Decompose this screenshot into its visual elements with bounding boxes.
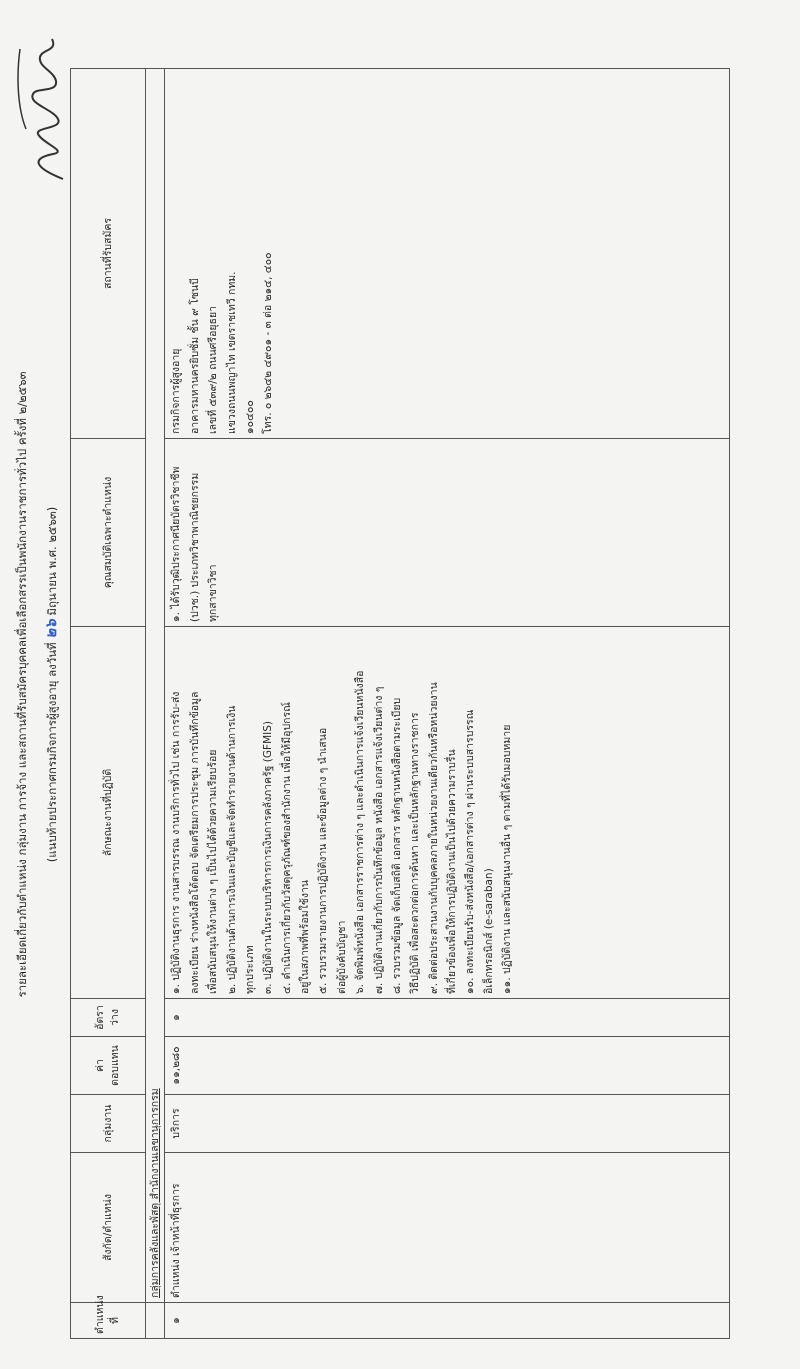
duty-line: ลงทะเบียน ร่างหนังสือโต้ตอบ จัดเตรียมการประชุม การบันทึกข้อมูล — [188, 691, 201, 994]
agency-row — [146, 69, 165, 1339]
duty-line: ๒. ปฏิบัติงานด้านการเงินและบัญชีและจัดทำรายงานด้านการเงิน — [225, 705, 238, 994]
agency-name: กลุ่มการคลังและพัสดุ สำนักงานเลขานุการกรม — [149, 1088, 161, 1298]
header-application-place: สถานที่รับสมัคร — [71, 69, 146, 439]
table-header-row — [71, 69, 146, 1339]
header-vacancy: อัตราว่าง — [71, 999, 146, 1037]
duty-line: อยู่ในสภาพที่พร้อมใช้งาน — [299, 879, 311, 994]
header-qualification: คุณสมบัติเฉพาะตำแหน่ง — [71, 439, 146, 627]
duty-line: ๙. ติดต่อประสานงานกับบุคคลภายในหน่วยงานเดียวกันหรือหน่วยงาน — [427, 682, 440, 994]
duty-line: ๑๐. ลงทะเบียนรับ-ส่งหนังสือ/เอกสารต่าง ๆ ผ่านระบบสารบรรณ — [464, 709, 477, 994]
place-line: แขวงถนนพญาไท เขตราชเทวี กทม. — [225, 271, 238, 434]
duty-line: ที่เกี่ยวข้องเพื่อให้การปฏิบัติงานเป็นไปด้วยความราบรื่น — [446, 749, 458, 994]
header-duties: ลักษณะงานที่ปฏิบัติ — [71, 627, 146, 999]
qualification-line: (ปวช.) ประเภทวิชาพาณิชยกรรม — [188, 472, 201, 622]
table-row — [165, 69, 730, 1339]
header-unit-position: สังกัด/ตำแหน่ง — [71, 1153, 146, 1303]
duty-line: ๗. ปฏิบัติงานเกี่ยวกับการบันทึกข้อมูล หนังสือ เอกสารแจ้งเวียนต่าง ๆ — [372, 686, 385, 994]
document-title: รายละเอียดเกี่ยวกับตำแหน่ง กลุ่มงาน การจ้าง และสถานที่รับสมัครบุคคลเพื่อเลือกสรรเป็นพนักงานราชการทั่วไป ครั้งที่ ๒/๒๕๖๓ — [15, 371, 29, 998]
header-wage: ค่าตอบแทน — [71, 1037, 146, 1095]
subtitle-suffix: มิถุนายน พ.ศ. ๒๕๖๓) — [45, 506, 59, 616]
duty-line: อิเล็กทรอนิกส์ (e-saraban) — [482, 868, 495, 994]
place-line: ๑๐๔๐๐ — [243, 400, 256, 434]
document-subtitle — [38, 0, 64, 1369]
cell-wage: ๑๑,๒๘๐ — [165, 1037, 730, 1095]
place-line: กรมกิจการผู้สูงอายุ — [170, 348, 183, 434]
qualification-line: ทุกสาขาวิชา — [207, 564, 220, 622]
cell-qualification — [165, 439, 730, 627]
qualification-line: ๑. ได้รับวุฒิประกาศนียบัตรวิชาชีพ — [170, 466, 183, 622]
duty-line: ๓. ปฏิบัติงานในระบบบริหารการเงินการคลังภาครัฐ (GFMIS) — [262, 721, 275, 994]
cell-application-place — [165, 69, 730, 439]
cell-position-title: ตำแหน่ง เจ้าหน้าที่ธุรการ — [165, 1153, 730, 1303]
place-line: โทร. ๐ ๒๖๔๒ ๔๙๐๑ - ๓ ต่อ ๒๑๔, ๔๐๐ — [262, 252, 275, 434]
cell-vacancy: ๑ — [165, 999, 730, 1037]
handwritten-day: ๒๖ — [42, 619, 60, 639]
duty-line: ทุกประเภท — [243, 945, 256, 994]
duty-line: ๖. จัดพิมพ์หนังสือ เอกสารราชการต่าง ๆ และดำเนินการแจ้งเวียนหนังสือ — [354, 670, 367, 994]
header-job-group: กลุ่มงาน — [71, 1095, 146, 1153]
duty-line: เพื่อสนับสนุนให้งานต่าง ๆ เป็นไปได้ด้วยความเรียบร้อย — [207, 749, 220, 994]
cell-job-group: บริการ — [165, 1095, 730, 1153]
place-line: เลขที่ ๕๓๙/๒ ถนนศรีอยุธยา — [207, 305, 220, 434]
place-line: อาคารมหานครยิบซั่ม ชั้น ๙ โซนบี — [188, 278, 201, 434]
duty-line: ๑. ปฏิบัติงานธุรการ งานสารบรรณ งานบริการทั่วไป เช่น การรับ-ส่ง — [170, 691, 183, 994]
duty-line: ๔. ดำเนินการเกี่ยวกับวัสดุครุภัณฑ์ของสำนักงาน เพื่อให้มีอุปกรณ์ — [280, 702, 293, 994]
subtitle-prefix: (แนบท้ายประกาศกรมกิจการผู้สูงอายุ ลงวันที่ — [45, 642, 59, 863]
duty-line: ๕. รวบรวมรายงานการปฏิบัติงาน และข้อมูลต่าง ๆ นำเสนอ — [317, 727, 330, 994]
cell-position-no: ๑ — [165, 1303, 730, 1339]
duty-line: ต่อผู้บังคับบัญชา — [335, 920, 348, 994]
duty-line: วิธีปฏิบัติ เพื่อสะดวกต่อการค้นหา และเป็นหลักฐานทางราชการ — [409, 712, 422, 994]
position-table — [70, 68, 730, 1339]
duty-line: ๑๑. ปฏิบัติงาน และสนับสนุนงานอื่น ๆ ตามที่ได้รับมอบหมาย — [501, 724, 514, 994]
duty-line: ๘. รวบรวมข้อมูล จัดเก็บสถิติ เอกสาร หลักฐานหนังสือตามระเบียบ — [390, 697, 403, 994]
cell-duties — [165, 627, 730, 999]
header-position-no: ตำแหน่งที่ — [71, 1303, 146, 1339]
